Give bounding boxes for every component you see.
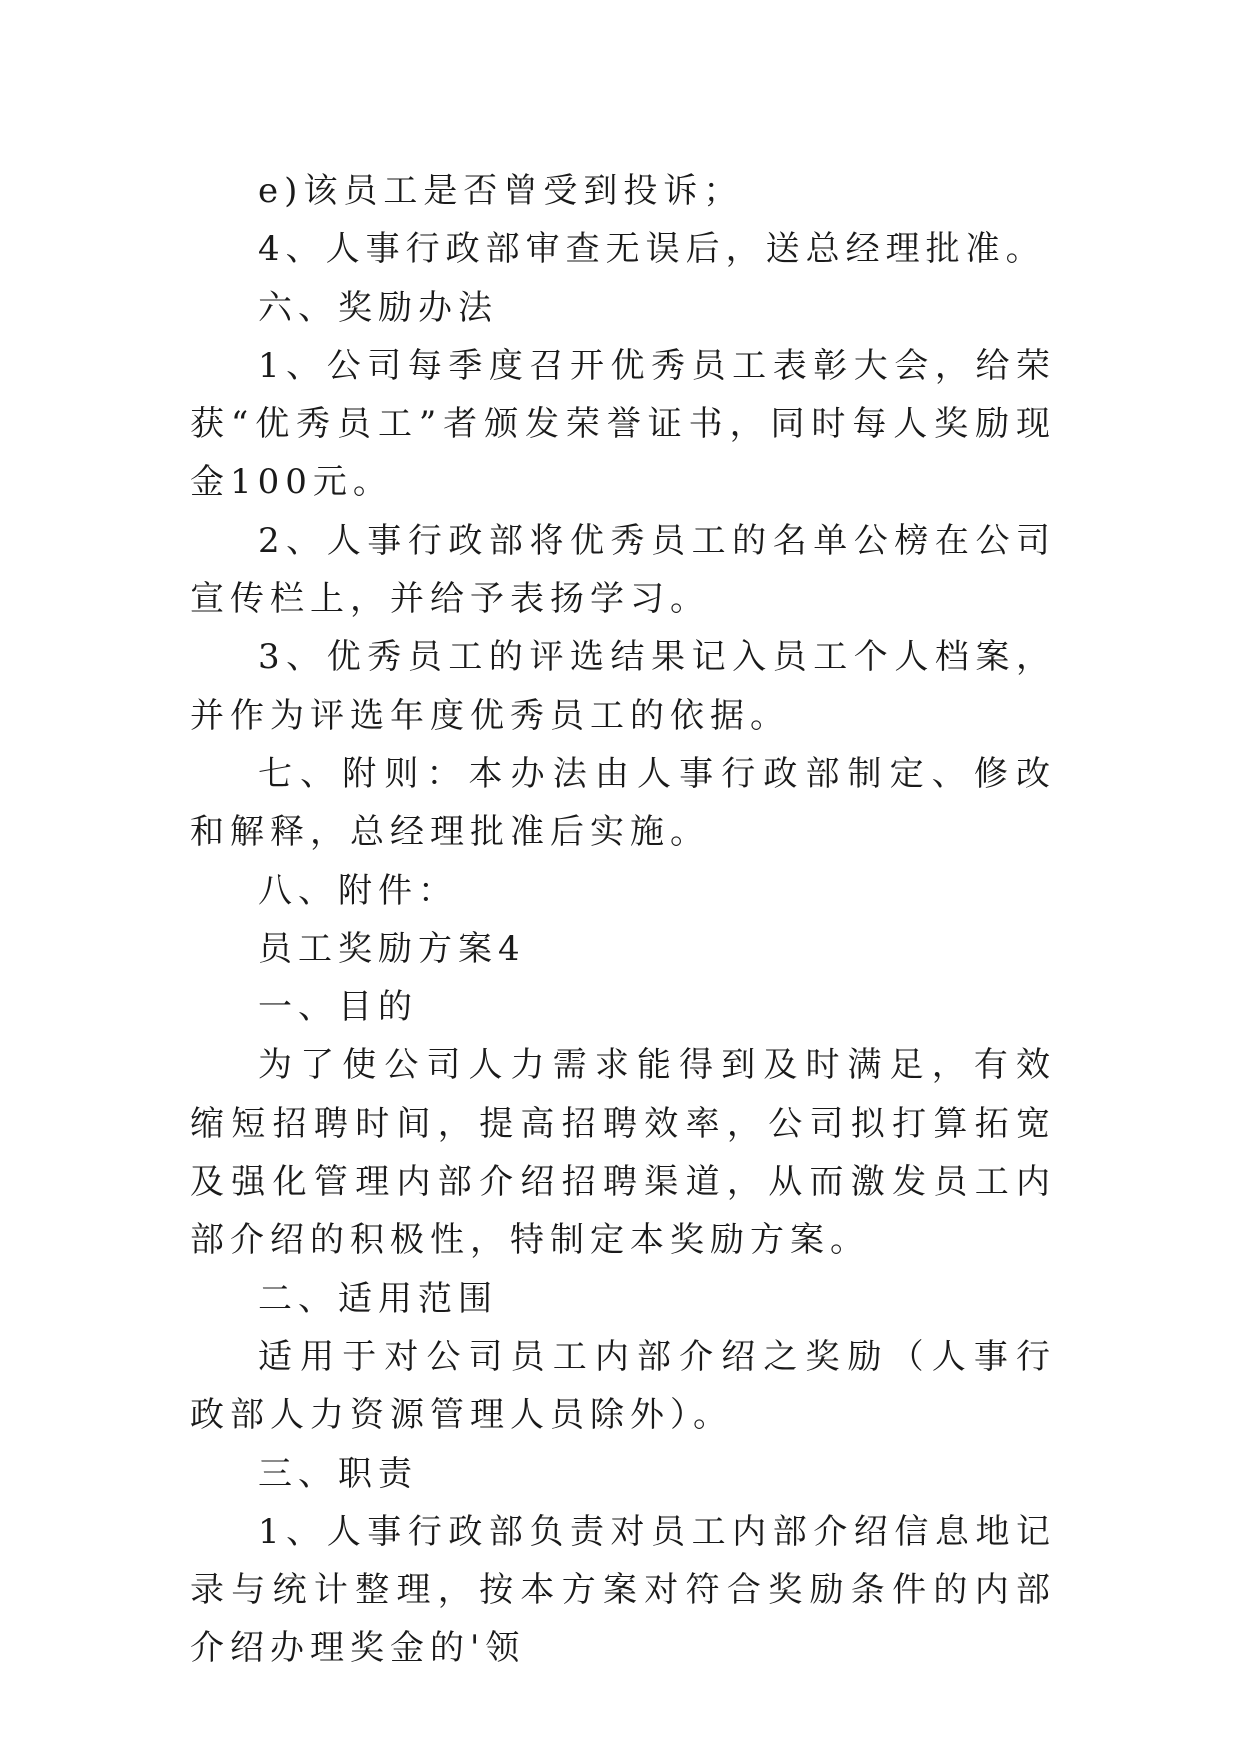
paragraph: 1、人事行政部负责对员工内部介绍信息地记录与统计整理，按本方案对符合奖励条件的内部介绍办理奖金的'领: [190, 1511, 1056, 1669]
paragraph: 为了使公司人力需求能得到及时满足，有效缩短招聘时间，提高招聘效率，公司拟打算拓宽及强化管理内部介绍招聘渠道，从而激发员工内部介绍的积极性，特制定本奖励方案。: [190, 1045, 1056, 1261]
paragraph: 1、公司每季度召开优秀员工表彰大会，给荣获“优秀员工”者颁发荣誉证书，同时每人奖励现金100元。: [190, 345, 1056, 503]
paragraph: e)该员工是否曾受到投诉；: [258, 171, 744, 211]
paragraph: 七、附则：本办法由人事行政部制定、修改和解释，总经理批准后实施。: [190, 753, 1056, 853]
section-heading: 三、职责: [258, 1453, 418, 1494]
paragraph: 2、人事行政部将优秀员工的名单公榜在公司宣传栏上，并给予表扬学习。: [190, 520, 1056, 620]
document-title: 员工奖励方案4: [258, 928, 526, 969]
section-heading: 八、附件：: [258, 870, 458, 911]
section-heading: 六、奖励办法: [258, 287, 498, 328]
paragraph: 适用于对公司员工内部介绍之奖励（人事行政部人力资源管理人员除外）。: [190, 1336, 1056, 1436]
paragraph: 3、优秀员工的评选结果记入员工个人档案，并作为评选年度优秀员工的依据。: [190, 637, 1056, 736]
section-heading: 二、适用范围: [258, 1278, 498, 1319]
paragraph: 4、人事行政部审查无误后，送总经理批准。: [258, 229, 1046, 270]
section-heading: 一、目的: [258, 987, 418, 1028]
document-page: [190, 162, 1056, 1678]
